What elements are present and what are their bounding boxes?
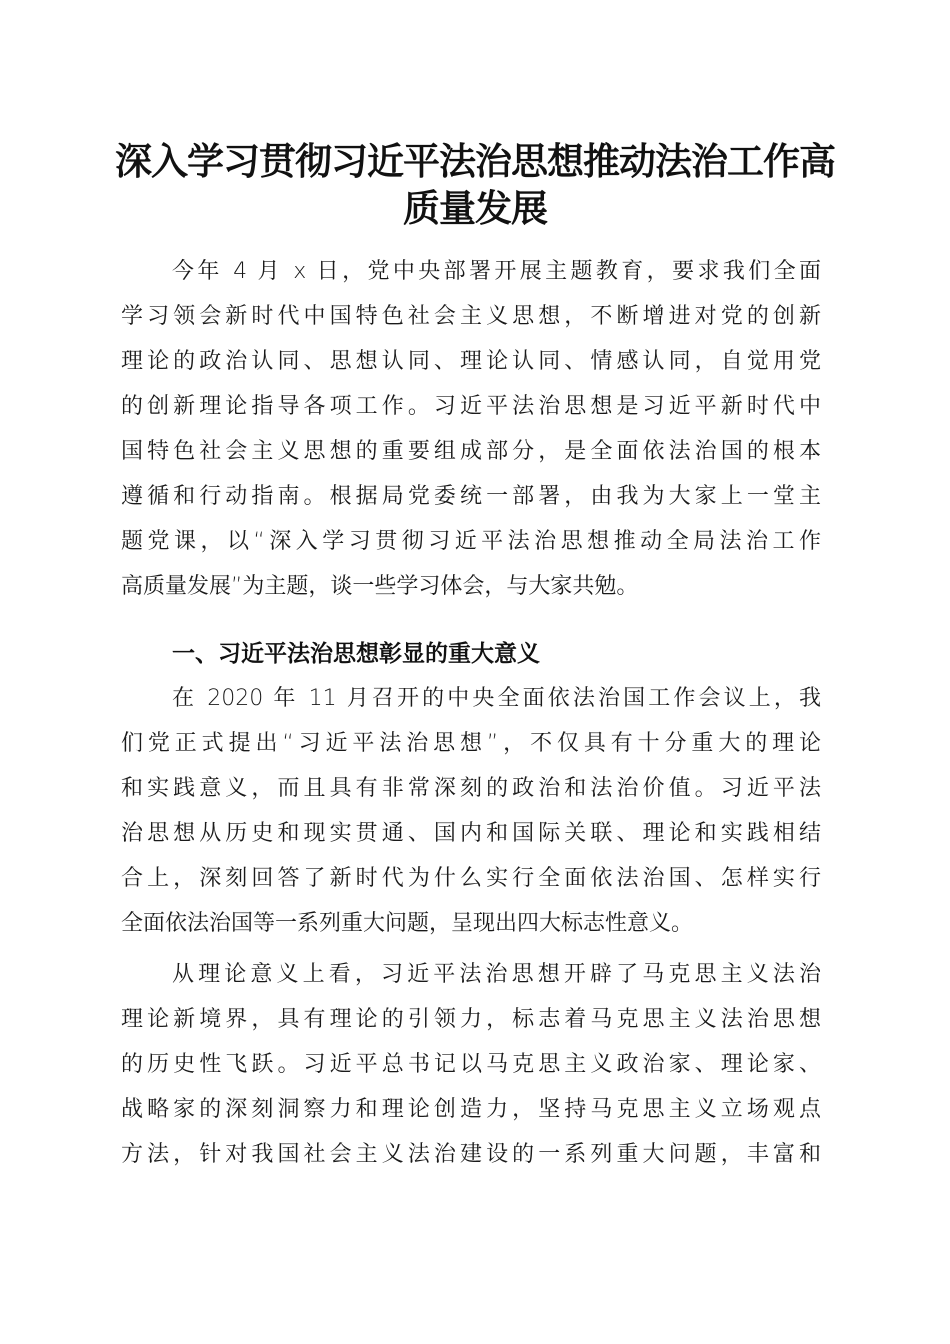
paragraph-1-line: 题党课，以“深入学习贯彻习近平法治思想推动全局法治工作 xyxy=(121,529,821,554)
paragraph-1-line: 高质量发展”为主题，谈一些学习体会，与大家共勉。 xyxy=(121,574,639,599)
paragraph-1-line: 学习领会新时代中国特色社会主义思想，不断增进对党的创新 xyxy=(121,304,821,329)
paragraph-1-line: 遵循和行动指南。根据局党委统一部署，由我为大家上一堂主 xyxy=(121,484,821,509)
paragraph-1-line: 的创新理论指导各项工作。习近平法治思想是习近平新时代中 xyxy=(121,394,821,419)
paragraph-2-line: 们党正式提出“习近平法治思想”，不仅具有十分重大的理论 xyxy=(121,731,821,756)
paragraph-1-line: 国特色社会主义思想的重要组成部分，是全面依法治国的根本 xyxy=(121,439,821,464)
document-title-line-2: 质量发展 xyxy=(403,186,547,230)
paragraph-3-line: 的历史性飞跃。习近平总书记以马克思主义政治家、理论家、 xyxy=(121,1052,821,1077)
paragraph-2-line: 合上，深刻回答了新时代为什么实行全面依法治国、怎样实行 xyxy=(121,866,821,891)
section-heading: 一、习近平法治思想彰显的重大意义 xyxy=(172,641,540,667)
paragraph-2-line: 全面依法治国等一系列重大问题，呈现出四大标志性意义。 xyxy=(121,911,694,936)
document-title-line-1: 深入学习贯彻习近平法治思想推动法治工作高 xyxy=(115,139,835,183)
paragraph-2-line: 治思想从历史和现实贯通、国内和国际关联、理论和实践相结 xyxy=(121,821,821,846)
paragraph-3-line: 理论新境界，具有理论的引领力，标志着马克思主义法治思想 xyxy=(121,1007,821,1032)
paragraph-1-line: 今年 4 月 x 日，党中央部署开展主题教育，要求我们全面 xyxy=(172,259,821,284)
paragraph-3-line: 从理论意义上看，习近平法治思想开辟了马克思主义法治 xyxy=(172,962,821,987)
paragraph-1-line: 理论的政治认同、思想认同、理论认同、情感认同，自觉用党 xyxy=(121,349,821,374)
paragraph-2-line: 和实践意义，而且具有非常深刻的政治和法治价值。习近平法 xyxy=(121,776,821,801)
paragraph-3-line: 战略家的深刻洞察力和理论创造力，坚持马克思主义立场观点 xyxy=(121,1097,821,1122)
paragraph-2-line: 在 2020 年 11 月召开的中央全面依法治国工作会议上，我 xyxy=(172,686,821,711)
paragraph-3-line: 方法，针对我国社会主义法治建设的一系列重大问题，丰富和 xyxy=(121,1142,821,1167)
